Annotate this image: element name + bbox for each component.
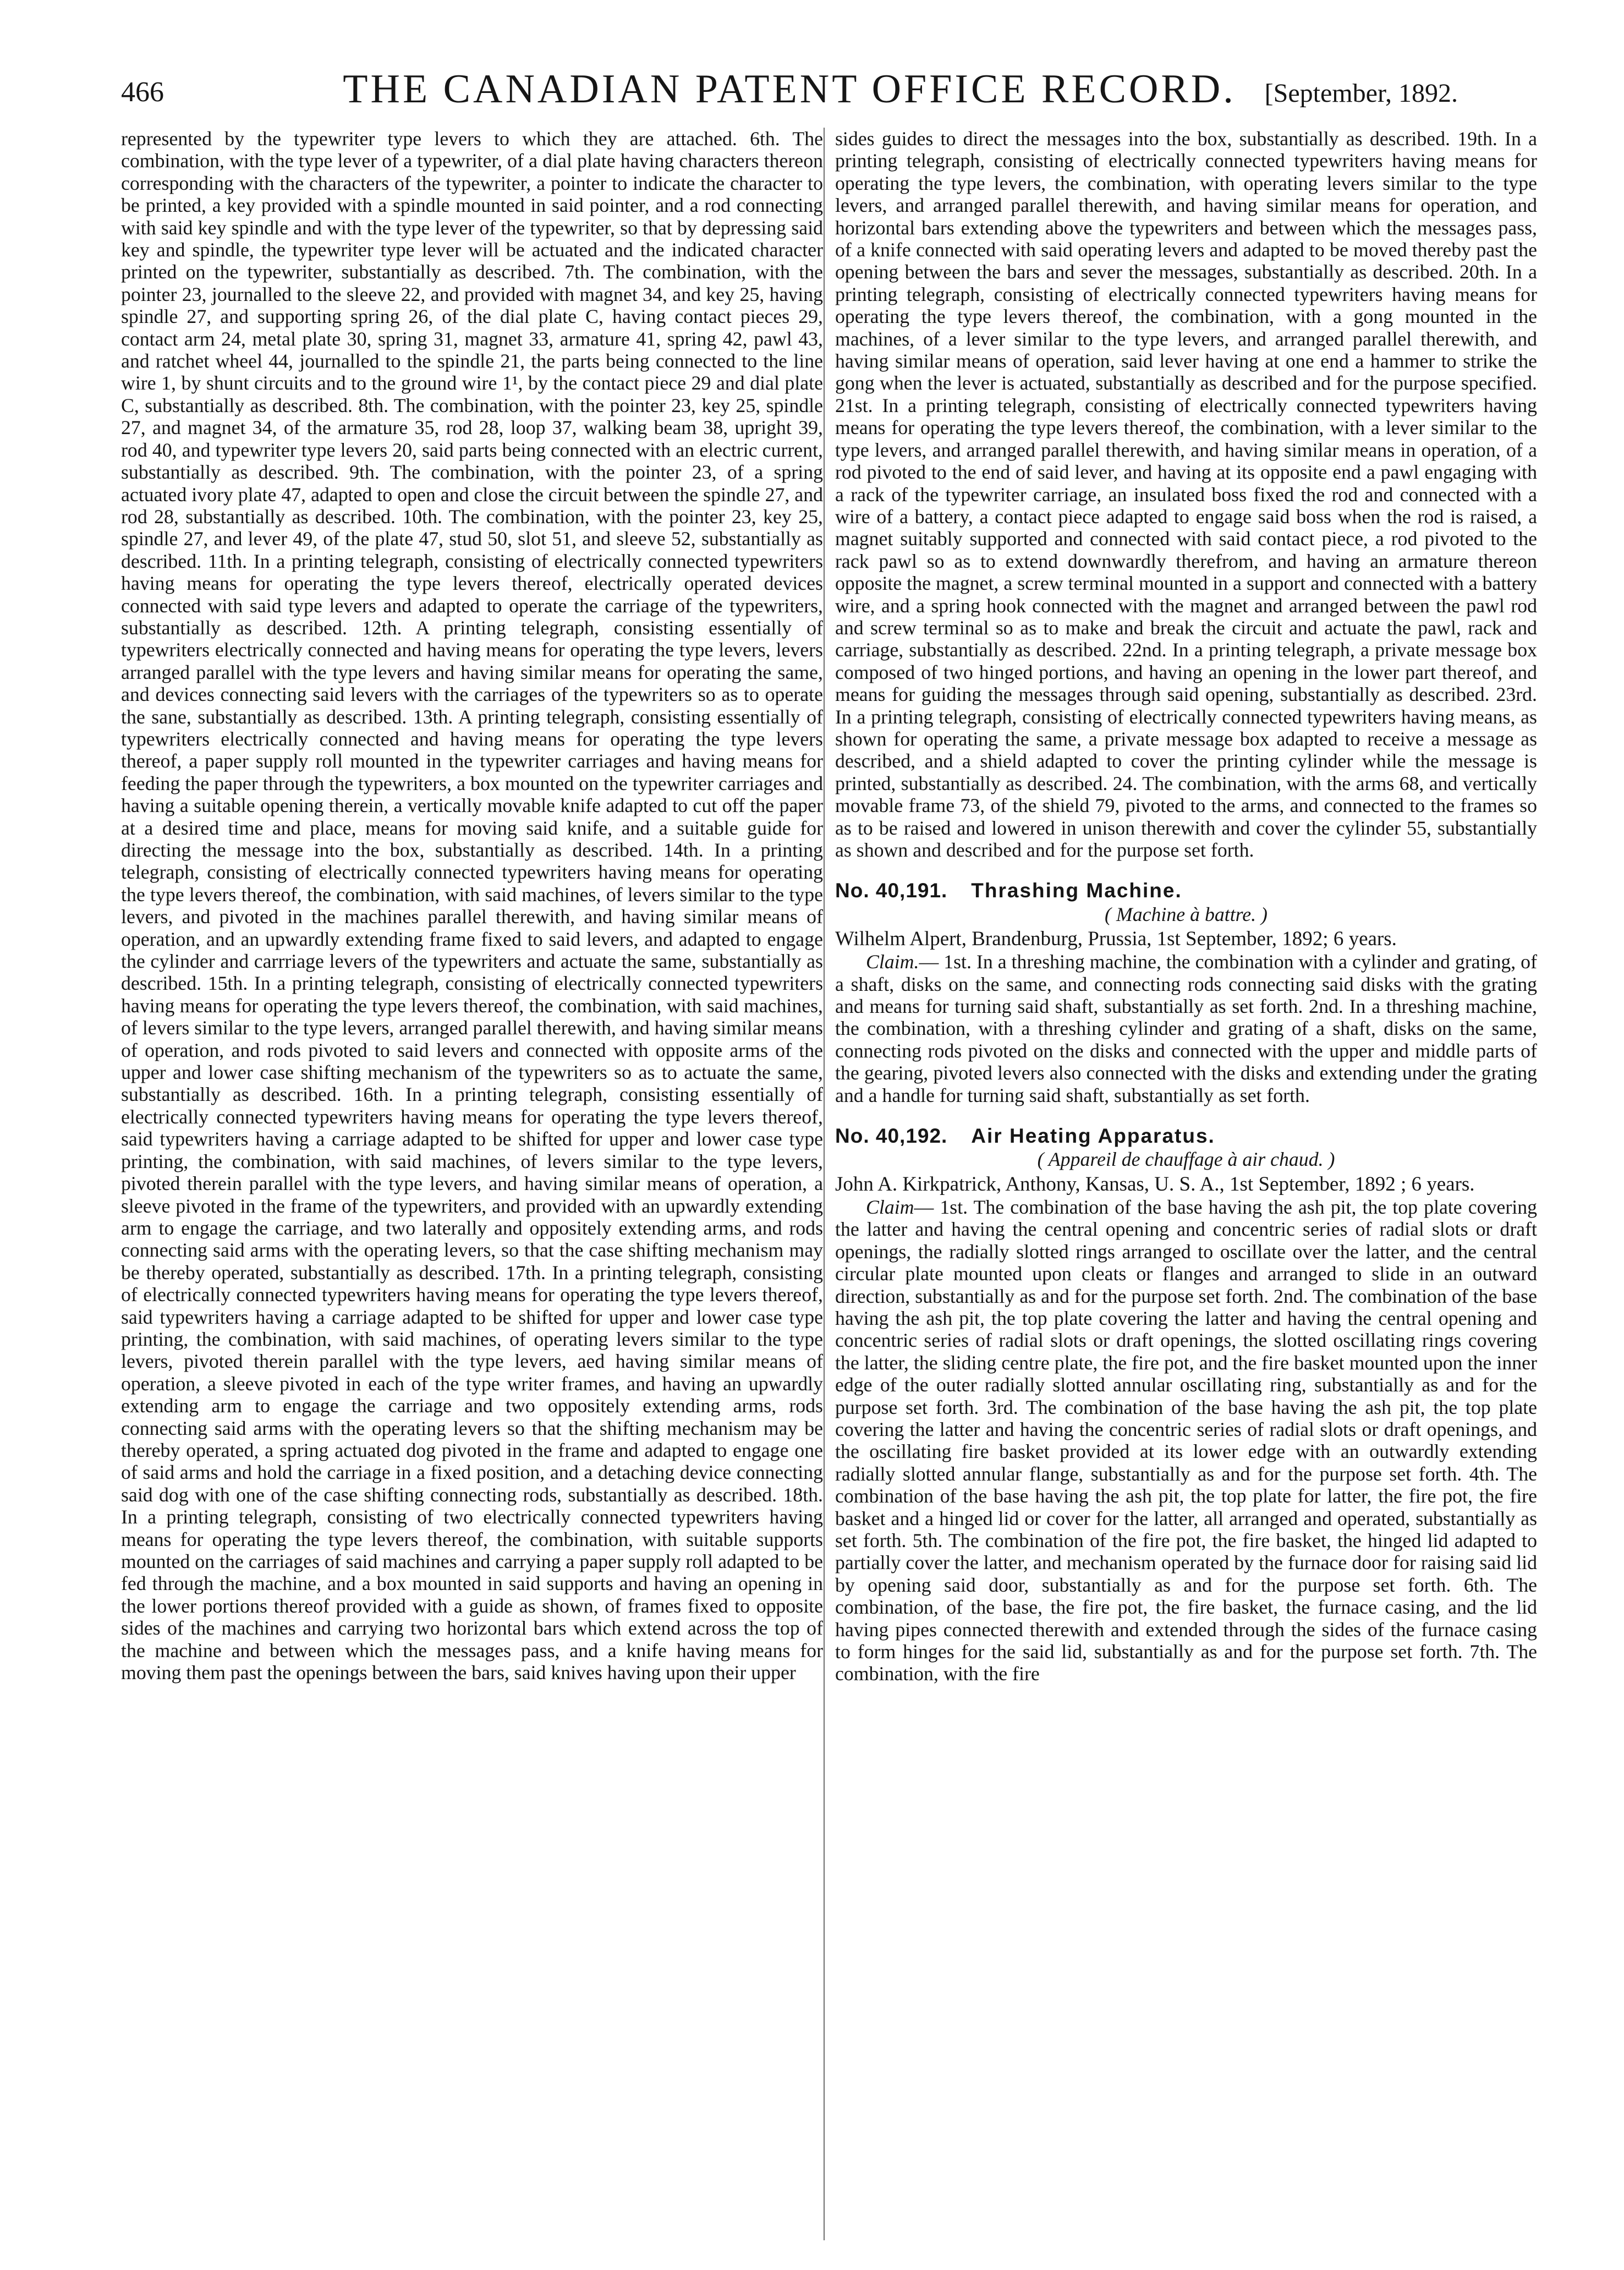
claim-paragraph xyxy=(835,951,1537,1106)
claim-text: — 1st. The combination of the base having the ash pit, the top plate covering the latter and having the central opening and concentric series of radial slots or draft openings, the radially slotted rings arranged to oscillate over the latter, and the central circular plate mounted upon cleats or flanges and arranged to slide in an outward direction, substantially as and for the purpose set forth. 2nd. The combination of the base having the ash pit, the top plate covering the latter and having the central opening and concentric series of radial slots or draft openings, the slotted oscillating rings covering the latter, the sliding centre plate, the fire pot, and the fire basket mounted upon the inner edge of the outer radially slotted annular oscillating ring, substantially as and for the purpose set forth. 3rd. The combination of the base having the ash pit, the top plate covering the latter and having the concentric series of radial slots or draft openings, and the oscillating fire basket provided at its lower edge with an outwardly extending radially slotted annular flange, substantially as and for the purpose set forth. 4th. The combination of the base having the ash pit, the top plate for latter, the fire pot, the fire basket and a hinged lid or cover for the latter, all arranged and operated, substantially as set forth. 5th. The combination of the fire pot, the fire basket, the hinged lid adapted to partially cover the latter, and mechanism operated by the furnace door for raising said lid by opening said door, substantially as and for the purpose set forth. 6th. The combination, of the base, the fire pot, the fire basket, the furnace casing, and the lid having pipes connected therewith and extended through the sides of the furnace casing to form hinges for the said lid, substantially as and for the purpose set forth. 7th. The combination, with the fire xyxy=(835,1196,1537,1685)
inventor-line: Wilhelm Alpert, Brandenburg, Prussia, 1st September, 1892; 6 years. xyxy=(835,928,1397,951)
column-divider xyxy=(824,128,825,2240)
issue-date: [September, 1892. xyxy=(1264,79,1458,108)
patent-number: No. 40,192. xyxy=(835,1125,948,1148)
patent-title: Air Heating Apparatus. xyxy=(971,1125,1215,1148)
claim-paragraph xyxy=(835,1196,1537,1685)
patent-entry-40192 xyxy=(835,1125,1537,1685)
page-number: 466 xyxy=(121,76,164,108)
claim-label: Claim xyxy=(866,1196,914,1218)
inventor-line: John A. Kirkpatrick, Anthony, Kansas, U. S. A., 1st September, 1892 ; 6 years. xyxy=(835,1172,1475,1196)
right-column-continuation: sides guides to direct the messages into the box, substantially as described. 19th. In a printing telegraph, consisting of electrically connected typewriters having means for operating the type levers, the combination, with operating levers similar to the type levers, and arranged parallel therewith, and having similar means for operation, and horizontal bars extending above the typewriters and between which the messages pass, of a knife connected with said operating levers and adapted to be moved thereby past the opening between the bars and sever the messages, substantially as described. 20th. In a printing telegraph, consisting of electrically connected typewriters having means for operating the type levers thereof, the combination, with a gong mounted in the machines, of a lever similar to the type levers, and arranged parallel therewith, and having similar means of operation, said lever having at one end a hammer to strike the gong when the lever is actuated, substantially as described and for the purpose specified. 21st. In a printing telegraph, consisting of electrically connected typewriters having means for operating the type levers thereof, the combination, with a lever similar to the type levers, and arranged parallel therewith, and having similar means in operation, of a rod pivoted to the end of said lever, and having at its opposite end a pawl engaging with a rack of the typewriter carriage, an insulated boss fixed the rod and connected with a wire of a battery, a contact piece adapted to engage said boss when the rod is raised, a magnet suitably supported and connected with said contact piece, a rod pivoted to the rack pawl so as to extend downwardly therefrom, and having an armature thereon opposite the magnet, a screw terminal mounted in a support and connected with a battery wire, and a spring hook connected with the magnet and arranged between the pawl rod and screw terminal so as to make and break the circuit and actuate the pawl, rack and carriage, substantially as described. 22nd. In a printing telegraph, a private message box composed of two hinged portions, and having an opening in the lower part thereof, and means for guiding the messages through said opening, substantially as described. 23rd. In a printing telegraph, consisting of electrically connected typewriters having means, as shown for operating the same, a private message box adapted to receive a message as described, and a shield adapted to cover the printing cylinder while the message is printed, substantially as described. 24. The combination, with the arms 68, and vertically movable frame 73, of the shield 79, pivoted to the arms, and connected to the frames so as to be raised and lowered in unison therewith and cover the cylinder 55, substantially as shown and described and for the purpose set forth. xyxy=(835,128,1537,861)
french-title: ( Machine à battre. ) xyxy=(1105,903,1268,925)
patent-number: No. 40,191. xyxy=(835,879,948,902)
page-header xyxy=(121,66,1458,121)
running-title: THE CANADIAN PATENT OFFICE RECORD. xyxy=(343,67,1236,112)
entry-heading xyxy=(835,880,1537,902)
left-column xyxy=(121,128,823,2246)
left-column-text: represented by the typewriter type levers to which they are attached. 6th. The combination, with the type lever of a typewriter, of a dial plate having characters thereon corresponding with the characters of the typewriter, a pointer to indicate the character to be printed, a key provided with a spindle mounted in said pointer, and a rod connecting with said key spindle and with the type lever of the typewriter, so that by depressing said key and spindle, the typewriter type lever will be actuated and the indicated character printed on the typewriter, substantially as described. 7th. The combination, with the pointer 23, journalled to the sleeve 22, and provided with magnet 34, and key 25, having spindle 27, and supporting spring 26, of the dial plate C, having contact pieces 29, contact arm 24, metal plate 30, spring 31, magnet 33, armature 41, spring 42, pawl 43, and ratchet wheel 44, journalled to the spindle 21, the parts being connected to the line wire 1, by shunt circuits and to the ground wire 1¹, by the contact piece 29 and dial plate C, substantially as described. 8th. The combination, with the pointer 23, key 25, spindle 27, and magnet 34, of the armature 35, rod 28, loop 37, walking beam 38, upright 39, rod 40, and typewriter type levers 20, said parts being connected with an electric current, substantially as described. 9th. The combination, with the pointer 23, of a spring actuated ivory plate 47, adapted to open and close the circuit between the spindle 27, and rod 28, substantially as described. 10th. The combination, with the pointer 23, key 25, spindle 27, and lever 49, of the plate 47, stud 50, slot 51, and sleeve 52, substantially as described. 11th. In a printing telegraph, consisting of electrically connected typewriters having means for operating the type levers thereof, electrically operated devices connected with said type levers and adapted to operate the carriage of the typewriters, substantially as described. 12th. A printing telegraph, consisting essentially of typewriters electrically connected and having means for operating the type levers, levers arranged parallel with the type levers and having similar means for operating the same, and devices connecting said levers with the carriages of the typewriters so as to operate the sane, substantially as described. 13th. A printing telegraph, consisting essentially of typewriters electrically connected and having means for operating the type levers thereof, a paper supply roll mounted in the typewriter carriages and having means for feeding the paper through the typewriters, a box mounted on the typewriter carriages and having a suitable opening therein, a vertically movable knife adapted to cut off the paper at a desired time and place, means for moving said knife, and a suitable guide for directing the message into the box, substantially as described. 14th. In a printing telegraph, consisting of electrically connected typewriters having means for operating the type levers thereof, the combination, with said machines, of levers similar to the type levers, and pivoted in the machines parallel therewith, and having similar means of operation, and an upwardly extending frame fixed to said levers, and adapted to engage the cylinder and carrriage levers of the typewriters and actuate the same, substantially as described. 15th. In a printing telegraph, consisting of electrically connected typewriters having means for operating the type levers thereof, the combination, with said machines, of levers similar to the type levers, arranged parallel therewith, and having similar means of operation, and rods pivoted to said levers and connected with opposite arms of the upper and lower case shifting mechanism of the typewriters so as to actuate the same, substantially as described. 16th. In a printing telegraph, consisting essentially of electrically connected typewriters having means for operating the type levers thereof, said typewriters having a carriage adapted to be shifted for upper and lower case type printing, the combination, with said machines, of levers similar to the type levers, pivoted therein parallel with the type levers, and having similar means of operation, a sleeve pivoted in the frame of the typewriters, and provided with an upwardly extending arm to engage the carriage, and two laterally and oppositely extending arms, and rods connecting said arms with the operating levers, so that the case shifting mechanism may be thereby operated, substantially as described. 17th. In a printing telegraph, consisting of electrically connected typewriters having means for operating the type levers thereof, said typewriters having a carriage adapted to be shifted for upper and lower case type printing, the combination, with said machines, of operating levers similar to the type levers, pivoted therein parallel with the type levers, aed having similar means of operation, a sleeve pivoted in each of the type writer frames, and having an upwardly extending arm to engage the carriage and two oppositely extending arms, rods connecting said arms with the operating levers so that the shifting mechanism may be thereby operated, a spring actuated dog pivoted in the frame and adapted to engage one of said arms and hold the carriage in a fixed position, and a detaching device connecting said dog with one of the case shifting connecting rods, substantially as described. 18th. In a printing telegraph, consisting of two electrically connected typewriters having means for operating the type levers thereof, the combination, with suitable supports mounted on the carriages of said machines and carrying a paper supply roll adapted to be fed through the machine, and a box mounted in said supports and having an opening in the lower portions thereof provided with a guide as shown, of frames fixed to opposite sides of the machines and carrying two horizontal bars which extend across the top of the machine and between which the messages pass, and a knife having means for moving them past the openings between the bars, said knives having upon their upper xyxy=(121,128,823,1684)
patent-entry-40191 xyxy=(835,880,1537,1106)
claim-text: — 1st. In a threshing machine, the combination with a cylinder and grating, of a shaft, disks on the same, and connecting rods connecting said disks with the grating and means for turning said shaft, substantially as set forth. 2nd. In a threshing machine, the combination, with a threshing cylinder and grating of a shaft, disks on the same, connecting rods pivoted on the disks and connected with the upper and middle parts of the gearing, pivoted levers also connected with the disks and extending under the grating and a handle for turning said shaft, substantially as set forth. xyxy=(835,951,1537,1106)
entry-heading xyxy=(835,1125,1537,1147)
right-column xyxy=(835,128,1537,2246)
claim-label: Claim. xyxy=(866,951,919,973)
patent-title: Thrashing Machine. xyxy=(971,879,1182,902)
french-title: ( Appareil de chauffage à air chaud. ) xyxy=(1037,1148,1335,1171)
